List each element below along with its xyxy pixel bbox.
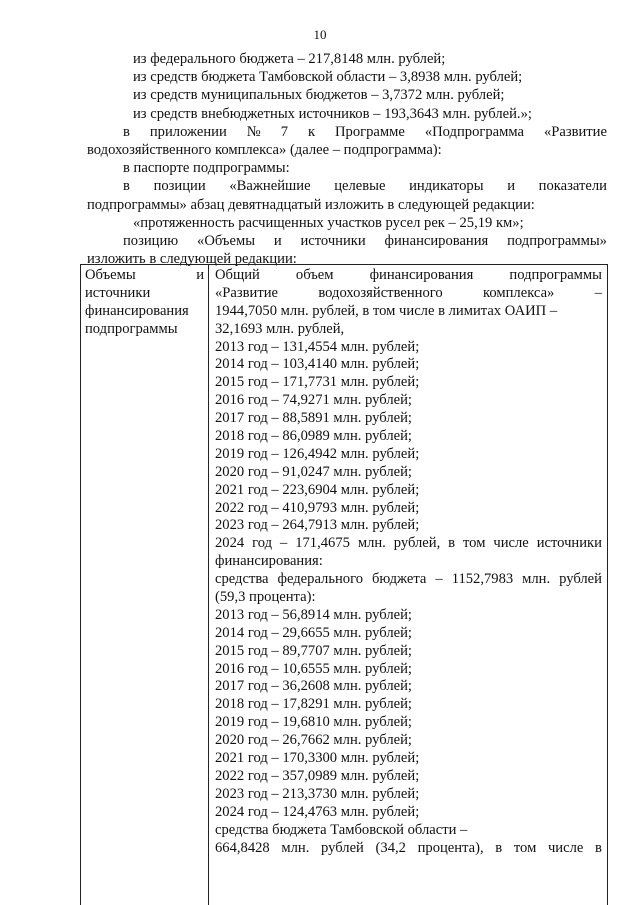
year-line: 2022 год – 357,0989 млн. рублей; bbox=[215, 767, 420, 784]
text-line: в приложении № 7 к Программе «Подпрограмма «Развитие bbox=[123, 123, 607, 140]
year-line: 2014 год – 103,4140 млн. рублей; bbox=[215, 356, 420, 373]
text-line: из федерального бюджета – 217,8148 млн. рублей; bbox=[133, 51, 446, 67]
page-number: 10 bbox=[313, 27, 327, 42]
text-line: «протяженность расчищенных участков русел рек – 25,19 км»; bbox=[133, 214, 524, 231]
text-line: в позиции «Важнейшие целевые индикаторы и показатели bbox=[123, 178, 607, 195]
year-line: 2021 год – 170,3300 млн. рублей; bbox=[215, 750, 420, 767]
text-line: 32,1693 млн. рублей, bbox=[215, 320, 345, 337]
year-line: 2019 год – 19,6810 млн. рублей; bbox=[215, 714, 412, 731]
text-line: из средств бюджета Тамбовской области – 3,8938 млн. рублей; bbox=[133, 69, 523, 86]
table-label-cell bbox=[81, 265, 209, 905]
year-line: 2022 год – 410,9793 млн. рублей; bbox=[215, 499, 420, 516]
text-line: подпрограммы bbox=[85, 320, 178, 337]
year-line: 2023 год – 213,3730 млн. рублей; bbox=[215, 785, 420, 802]
text-line: 1944,7050 млн. рублей, в том числе в лимитах ОАИП – bbox=[215, 302, 558, 319]
year-line: 2019 год – 126,4942 млн. рублей; bbox=[215, 445, 420, 462]
year-line: 2024 год – 171,4675 млн. рублей, в том числе источники bbox=[215, 535, 602, 552]
text-line: средства бюджета Тамбовской области – bbox=[215, 821, 468, 838]
year-line: 2013 год – 56,8914 млн. рублей; bbox=[215, 606, 412, 623]
year-line: 2023 год – 264,7913 млн. рублей; bbox=[215, 517, 420, 534]
intro-text bbox=[87, 50, 607, 268]
text-line: средства федерального бюджета – 1152,7983 млн. рублей bbox=[215, 571, 602, 588]
funding-table bbox=[80, 264, 608, 905]
year-line: 2017 год – 36,2608 млн. рублей; bbox=[215, 678, 412, 695]
text-line: в паспорте подпрограммы: bbox=[123, 160, 290, 177]
year-line: 2024 год – 124,4763 млн. рублей; bbox=[215, 803, 420, 820]
table-value-cell bbox=[209, 265, 607, 857]
text-line: Общий объем финансирования подпрограммы bbox=[215, 267, 602, 283]
text-line: позицию «Объемы и источники финансирования подпрограммы» bbox=[123, 232, 607, 249]
year-line: 2021 год – 223,6904 млн. рублей; bbox=[215, 481, 420, 498]
text-line: из средств внебюджетных источников – 193,3643 млн. рублей.»; bbox=[133, 105, 532, 122]
year-line: 2016 год – 10,6555 млн. рублей; bbox=[215, 660, 412, 677]
year-line: 2014 год – 29,6655 млн. рублей; bbox=[215, 624, 412, 641]
year-line: 2015 год – 89,7707 млн. рублей; bbox=[215, 642, 412, 659]
text-line: финансирования bbox=[85, 302, 189, 319]
text-line: подпрограммы» абзац девятнадцатый изложить в следующей редакции: bbox=[87, 196, 535, 213]
text-line: изложить в следующей редакции: bbox=[87, 251, 297, 268]
text-line: источники bbox=[85, 284, 151, 301]
year-line: 2016 год – 74,9271 млн. рублей; bbox=[215, 392, 412, 409]
year-line: 2020 год – 91,0247 млн. рублей; bbox=[215, 463, 412, 480]
text-line: из средств муниципальных бюджетов – 3,7372 млн. рублей; bbox=[133, 87, 505, 104]
text-line: водохозяйственного комплекса» (далее – подпрограмма): bbox=[87, 141, 442, 158]
text-line: «Развитие водохозяйственного комплекса» – bbox=[215, 284, 602, 301]
year-line: 2018 год – 17,8291 млн. рублей; bbox=[215, 696, 412, 713]
text-line: 664,8428 млн. рублей (34,2 процента), в том числе в bbox=[215, 839, 602, 856]
year-line: 2020 год – 26,7662 млн. рублей; bbox=[215, 732, 412, 749]
text-line: (59,3 процента): bbox=[215, 589, 316, 606]
year-line: 2013 год – 131,4554 млн. рублей; bbox=[215, 338, 420, 355]
text-line: Объемы и bbox=[85, 267, 204, 283]
year-line: 2015 год – 171,7731 млн. рублей; bbox=[215, 374, 420, 391]
year-line: 2017 год – 88,5891 млн. рублей; bbox=[215, 410, 412, 427]
text-line: финансирования: bbox=[215, 553, 323, 570]
year-line: 2018 год – 86,0989 млн. рублей; bbox=[215, 428, 412, 445]
